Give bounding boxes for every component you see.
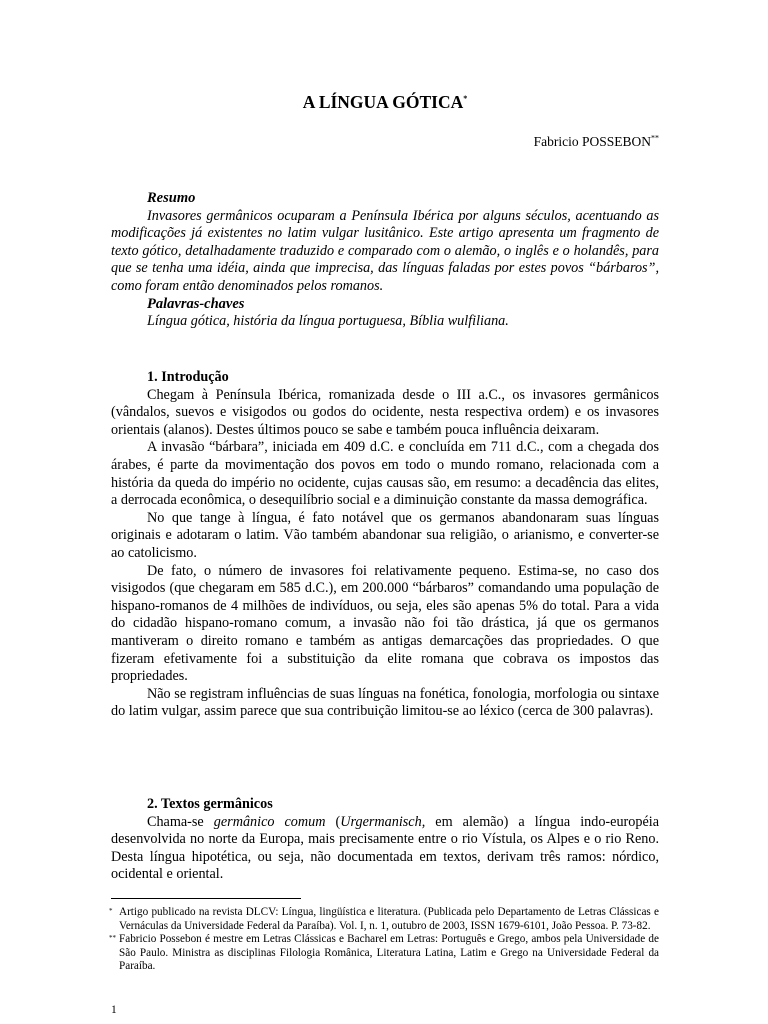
- title-footnote-mark: *: [463, 94, 468, 104]
- abstract-heading: Resumo: [147, 190, 196, 206]
- page-number: 1: [111, 1004, 117, 1016]
- keywords-text: Língua gótica, história da língua portuguesa, Bíblia wulfiliana.: [147, 313, 509, 330]
- section-heading-germanic-texts: 2. Textos germânicos: [147, 796, 273, 812]
- footnote-separator: [111, 898, 301, 899]
- keywords-heading: Palavras-chaves: [147, 295, 245, 312]
- footnotes: [111, 906, 659, 974]
- footnote: ** Fabricio Possebon é mestre em Letras Clássicas e Bacharel em Letras: Português e Grego, ambos pela Universidade de São Paulo. Ministra as disciplinas Filologia Românica, Literatura Latina, Latim e Grego na Universidade Federal da Paraíba.: [109, 933, 659, 973]
- footnote: * Artigo publicado na revista DLCV: Língua, lingüística e literatura. (Publicada pelo Departamento de Letras Clássicas e Vernáculas da Universidade Federal da Paraíba). Vol. I, n. 1, outubro de 2003, ISSN 1679-6101, João Pessoa. P. 73-82.: [109, 906, 659, 932]
- footnote-text: Fabricio Possebon é mestre em Letras Clássicas e Bacharel em Letras: Português e Grego, ambos pela Universidade de São Paulo. Ministra as disciplinas Filologia Românica, Literatura Latina, Latim e Grego na Universidade Federal da Paraíba.: [119, 933, 659, 973]
- title-text: A LÍNGUA GÓTICA: [302, 92, 464, 112]
- author-line: [534, 133, 659, 151]
- abstract-text: Invasores germânicos ocuparam a Península Ibérica por alguns séculos, acentuando as modificações já existentes no latim vulgar lusitânico. Este artigo apresenta um fragmento de texto gótico, detalhadamente traduzido e comparado com o alemão, o inglês e o holandês, para que se tenha uma idéia, ainda que imprecisa, das línguas faladas por estes povos “bárbaros”, como foram então denominados pelos romanos.: [111, 207, 659, 294]
- paragraph: [111, 814, 659, 884]
- abstract-section: [111, 190, 659, 331]
- page-title: [111, 92, 659, 112]
- paragraph: No que tange à língua, é fato notável que os germanos abandonaram suas línguas originais e adotaram o latim. Vão também abandonar sua religião, o arianismo, e converter-se ao catolicismo.: [111, 509, 659, 561]
- paragraph: Não se registram influências de suas línguas na fonética, fonologia, morfologia ou sintaxe do latim vulgar, assim parece que sua contribuição limitou-se ao léxico (cerca de 300 palavras).: [111, 685, 659, 720]
- author-footnote-mark: **: [651, 133, 659, 143]
- germanic-texts-section: [111, 796, 659, 884]
- introduction-section: [111, 369, 659, 721]
- term-urgermanisch: Urgermanisch,: [340, 813, 426, 830]
- paragraph: Chegam à Península Ibérica, romanizada desde o III a.C., os invasores germânicos (vândalos, suevos e visigodos ou godos do ocidente, nesta respectiva ordem) e os invasores orientais (alanos). Destes últimos pouco se sabe e também pouca influência deixaram.: [111, 386, 659, 438]
- paragraph: De fato, o número de invasores foi relativamente pequeno. Estima-se, no caso dos visigodos (que chegaram em 585 d.C.), em 200.000 “bárbaros” comandando uma população de hispano-romanos de 4 milhões de indivíduos, ou seja, eles são apenas 5% do total. Para a vida do cidadão hispano-romano comum, a invasão não foi tão drástica, já que os germanos mantiveram o direito romano e também as antigas demarcações das propriedades. O que fizeram efetivamente foi a substituição da elite romana que cobrava os impostos das propriedades.: [111, 562, 659, 685]
- text-run: em alemão) a língua indo-européia desenvolvida no norte da Europa, mais precisamente entre o rio Vístula, os Alpes e o rio Reno. Desta língua hipotética, ou seja, não documentada em textos, derivam três ramos: nórdico, ocidental e oriental.: [111, 813, 660, 883]
- paragraph: A invasão “bárbara”, iniciada em 409 d.C. e concluída em 711 d.C., com a chegada dos árabes, é parte da movimentação dos povos em todo o mundo romano, relacionada com a história da queda do império no ocidente, cujas causas são, em resumo: a decadência das elites, a derrocada econômica, o desequilíbrio social e a diminuição constante da massa demográfica.: [111, 439, 659, 509]
- section-heading-introduction: 1. Introdução: [147, 369, 229, 385]
- term-germanico-comum: germânico comum: [213, 813, 326, 830]
- text-run: Chama-se: [147, 813, 214, 830]
- text-run: (: [325, 813, 341, 830]
- author-name: Fabricio POSSEBON: [533, 134, 651, 149]
- footnote-text: Artigo publicado na revista DLCV: Língua, lingüística e literatura. (Publicada pelo Departamento de Letras Clássicas e Vernáculas da Universidade Federal da Paraíba). Vol. I, n. 1, outubro de 2003, ISSN 1679-6101, João Pessoa. P. 73-82.: [119, 906, 659, 932]
